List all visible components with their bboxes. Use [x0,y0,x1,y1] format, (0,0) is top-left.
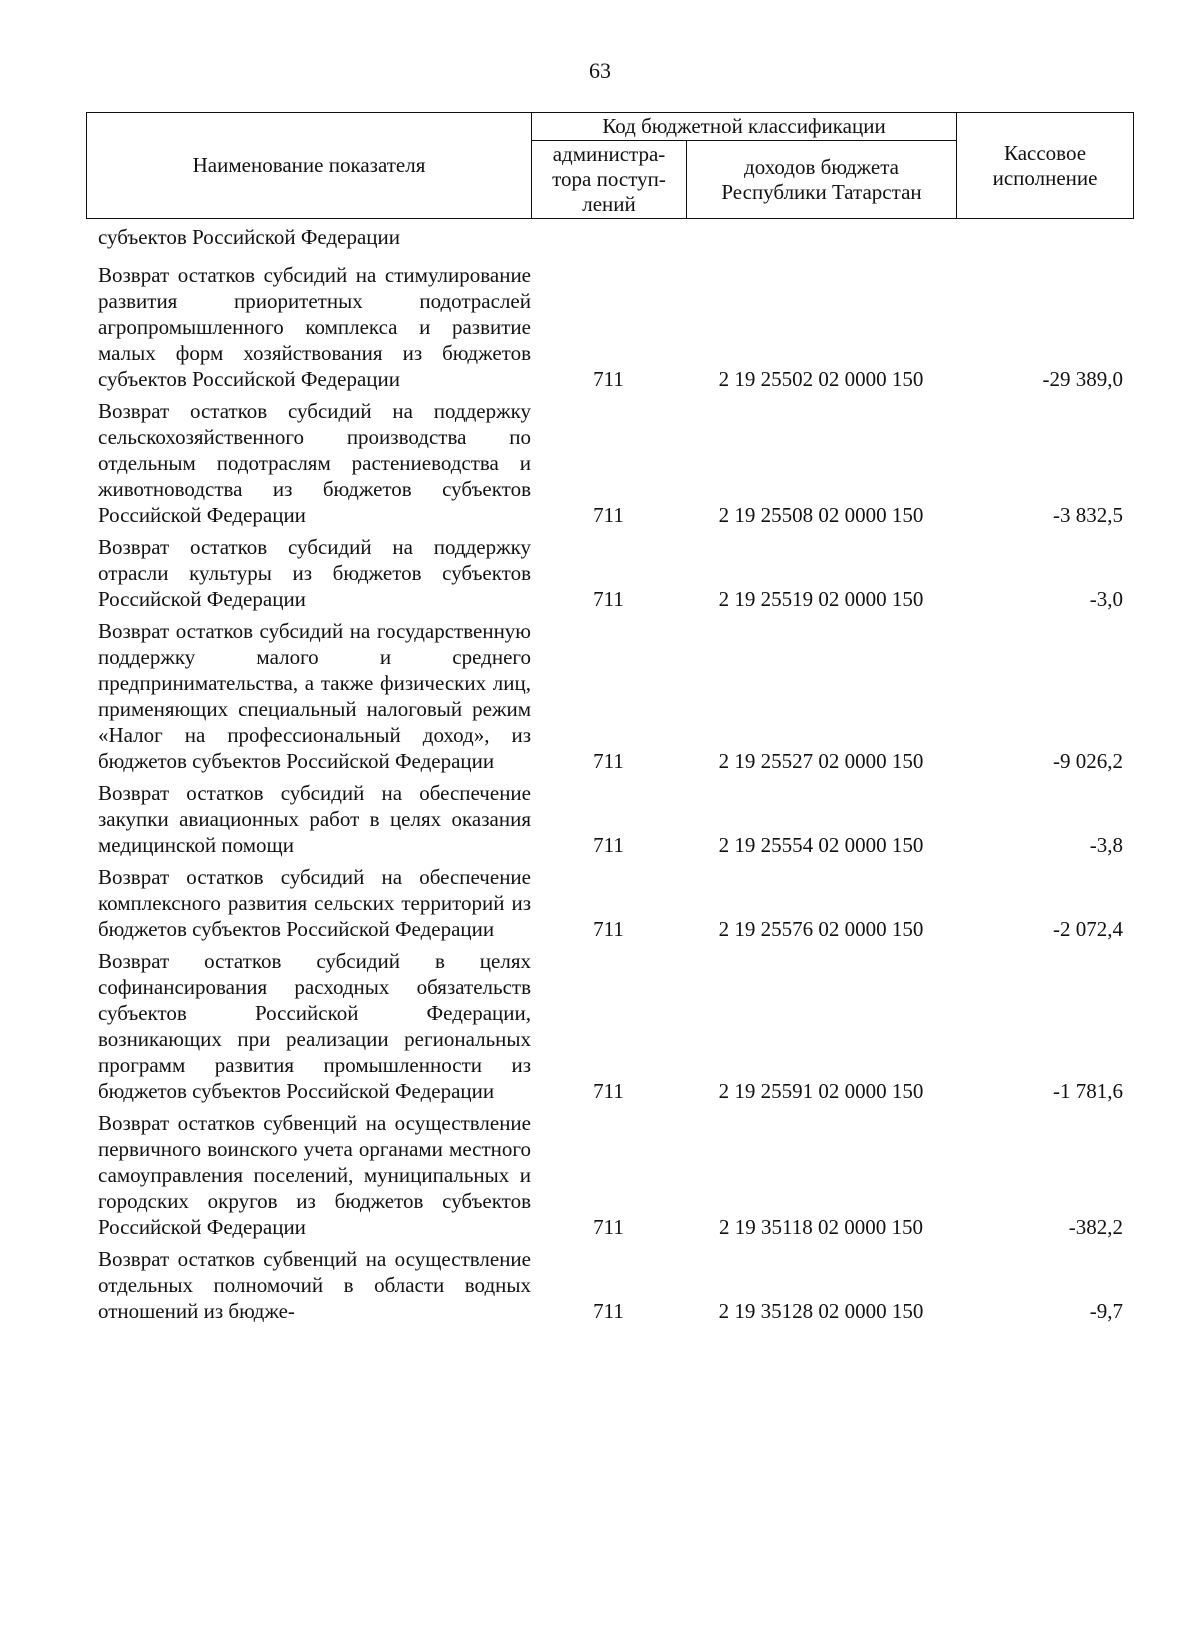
header-code-group: Код бюджетной классификации [532,113,957,141]
row-name: Возврат остатков субвенций на осуществление первичного воинского учета органами местного самоуправления поселений, муниципальных и городских округов из бюджетов субъектов Российской Федерации [98,1111,531,1239]
row-admin: 711 [593,749,624,773]
row-value: -382,2 [1068,1215,1123,1239]
row-name: Возврат остатков субсидий на поддержку сельскохозяйственного производства по отдельным подотраслям растениеводства и животноводства из бюджетов субъектов Российской Федерации [98,399,531,527]
table-row [86,1246,1133,1324]
row-name: Возврат остатков субсидий на государственную поддержку малого и среднего предпринимательства, а также физических лиц, применяющих специальный налоговый режим «Налог на профессиональный доход», из бюджетов субъектов Российской Федерации [98,619,531,773]
table-header [86,112,1134,219]
row-value: -1 781,6 [1053,1079,1123,1103]
row-code: 2 19 25527 02 0000 150 [718,749,924,773]
row-name: Возврат остатков субсидий в целях софинансирования расходных обязательств субъектов Российской Федерации, возникающих при реализации региональных программ развития промышленности из бюджетов субъектов Российской Федерации [98,949,531,1103]
row-code: 2 19 25508 02 0000 150 [718,503,924,527]
row-code: 2 19 25576 02 0000 150 [718,917,924,941]
row-value: -3,8 [1089,833,1123,857]
row-name: Возврат остатков субсидий на поддержку отрасли культуры из бюджетов субъектов Российской Федерации [98,535,531,611]
row-admin: 711 [593,917,624,941]
row-name: Возврат остатков субсидий на обеспечение закупки авиационных работ в целях оказания медицинской помощи [98,781,531,857]
table-row [86,262,1133,392]
table-row [86,1110,1133,1240]
row-value: -3,0 [1089,587,1123,611]
row-value: -9 026,2 [1053,749,1123,773]
row-code: 2 19 35118 02 0000 150 [719,1215,923,1239]
row-value: -2 072,4 [1053,917,1123,941]
header-admin: администра-тора поступ-лений [532,141,687,219]
row-name: Возврат остатков субсидий на стимулирование развития приоритетных подотраслей агропромышленного комплекса и развитие малых форм хозяйствования из бюджетов субъектов Российской Федерации [98,263,531,391]
row-code: 2 19 25519 02 0000 150 [718,587,924,611]
row-admin: 711 [593,503,624,527]
table-row [86,398,1133,528]
row-name: Возврат остатков субсидий на обеспечение комплексного развития сельских территорий из бюджетов субъектов Российской Федерации [98,865,531,941]
row-code: 2 19 25591 02 0000 150 [718,1079,924,1103]
row-code: 2 19 35128 02 0000 150 [718,1299,924,1323]
row-admin: 711 [593,1215,624,1239]
row-admin: 711 [593,1079,624,1103]
row-code: 2 19 25554 02 0000 150 [718,833,924,857]
row-admin: 711 [593,367,624,391]
row-code: 2 19 25502 02 0000 150 [718,367,924,391]
table-row [86,948,1133,1104]
table-row [86,534,1133,612]
table-body [86,224,1133,1330]
row-admin: 711 [593,1299,624,1323]
row-admin: 711 [593,833,624,857]
row-admin: 711 [593,587,624,611]
header-name: Наименование показателя [87,113,532,219]
table-row [86,618,1133,774]
header-income: доходов бюджета Республики Татарстан [687,141,957,219]
row-value: -3 832,5 [1053,503,1123,527]
header-execution: Кассовое исполнение [957,113,1134,219]
table-row [86,780,1133,858]
row-value: -9,7 [1089,1299,1123,1323]
page-number: 63 [589,58,611,83]
row-value: -29 389,0 [1042,367,1123,391]
table-row [86,224,1133,250]
row-name: Возврат остатков субвенций на осуществление отдельных полномочий в области водных отношений из бюдже- [98,1247,531,1323]
table-row [86,864,1133,942]
row-name: субъектов Российской Федерации [98,225,401,249]
